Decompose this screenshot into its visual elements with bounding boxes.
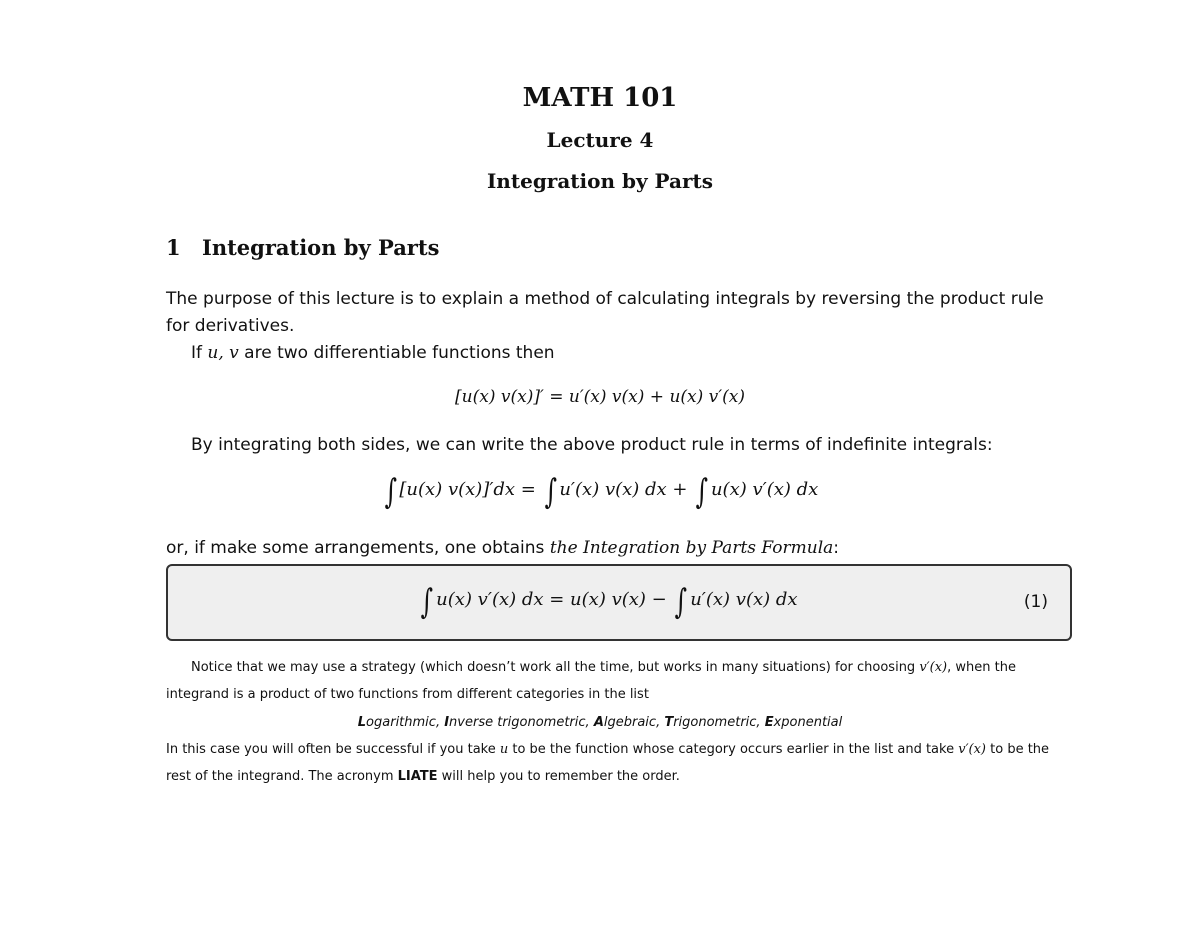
note-line-4-var-v: v′(x) — [958, 742, 987, 757]
liate-acronym: LIATE — [397, 769, 438, 784]
liate-list: Logarithmic, Inverse trigonometric, Algebraic, Trigonometric, Exponential — [357, 715, 843, 730]
integrated-equation — [0, 472, 1200, 512]
note-line-4 — [166, 736, 1072, 763]
intro-line-2: for derivatives. — [166, 316, 295, 336]
boxed-part-a: u(x) v′(x) dx = u(x) v(x) − — [436, 589, 673, 610]
if-prefix: If — [191, 343, 208, 363]
note-line-4-b: to be the function whose category occurs earlier in the list and take — [508, 742, 959, 757]
note-line-1 — [166, 654, 1072, 681]
integral-sign-icon: ∫ — [695, 472, 709, 512]
lecture-topic: Integration by Parts — [486, 169, 714, 193]
section-number: 1 — [166, 235, 181, 260]
equation-number: (1) — [1023, 592, 1048, 612]
liate-item: Exponential — [764, 715, 843, 730]
if-suffix: are two differentiable functions then — [238, 343, 555, 363]
note-line-4-c: to be the — [986, 742, 1050, 757]
note-line-5-b: will help you to remember the order. — [437, 769, 680, 784]
integral-sign-icon: ∫ — [675, 582, 688, 622]
course-title: MATH 101 — [522, 83, 678, 113]
integration-by-parts-formula — [168, 582, 1048, 622]
note-line-1-b: , when the — [947, 660, 1016, 675]
boxed-part-b: u′(x) v(x) dx — [690, 589, 798, 610]
section-heading — [166, 235, 439, 260]
note-line-4-var-u: u — [499, 742, 509, 757]
liate-item: Trigonometric — [664, 715, 757, 730]
formula-name: the Integration by Parts Formula — [549, 538, 834, 558]
integrated-part-c: u(x) v′(x) dx — [710, 479, 819, 500]
arrangement-suffix: : — [833, 538, 840, 558]
arrangement-prefix: or, if make some arrangements, one obtains — [166, 538, 550, 558]
lecture-number: Lecture 4 — [546, 128, 654, 152]
formula-box — [166, 564, 1072, 641]
arrangement-sentence — [166, 535, 1046, 562]
integral-sign-icon: ∫ — [544, 472, 557, 512]
if-variables: u, v — [207, 343, 239, 363]
liate-item: Algebraic — [593, 715, 657, 730]
note-line-1-var: v′(x) — [919, 660, 948, 675]
integral-sign-icon: ∫ — [384, 472, 397, 512]
note-line-2: integrand is a product of two functions from different categories in the list — [166, 687, 649, 702]
note-line-5 — [166, 763, 1072, 790]
product-rule-equation: [u(x) v(x)]′ = u′(x) v(x) + u(x) v′(x) — [455, 387, 745, 407]
integrated-part-a: [u(x) v(x)]′dx = — [399, 479, 542, 500]
note-line-5-a: rest of the integrand. The acronym — [166, 769, 398, 784]
liate-item: Logarithmic — [357, 715, 436, 730]
if-sentence — [191, 340, 1071, 367]
integrating-sentence: By integrating both sides, we can write the above product rule in terms of indefinite integrals: — [191, 435, 993, 455]
integral-sign-icon: ∫ — [421, 582, 434, 622]
note-line-1-a: Notice that we may use a strategy (which doesn’t work all the time, but works in many situations) for choosing — [191, 660, 920, 675]
integrated-part-b: u′(x) v(x) dx + — [559, 479, 694, 500]
note-line-4-a: In this case you will often be successful if you take — [166, 742, 500, 757]
section-title: Integration by Parts — [202, 235, 440, 260]
liate-item: Inverse trigonometric — [444, 715, 586, 730]
intro-line-1: The purpose of this lecture is to explain a method of calculating integrals by reversing the product rule — [166, 289, 1044, 309]
intro-paragraph — [166, 286, 1046, 340]
